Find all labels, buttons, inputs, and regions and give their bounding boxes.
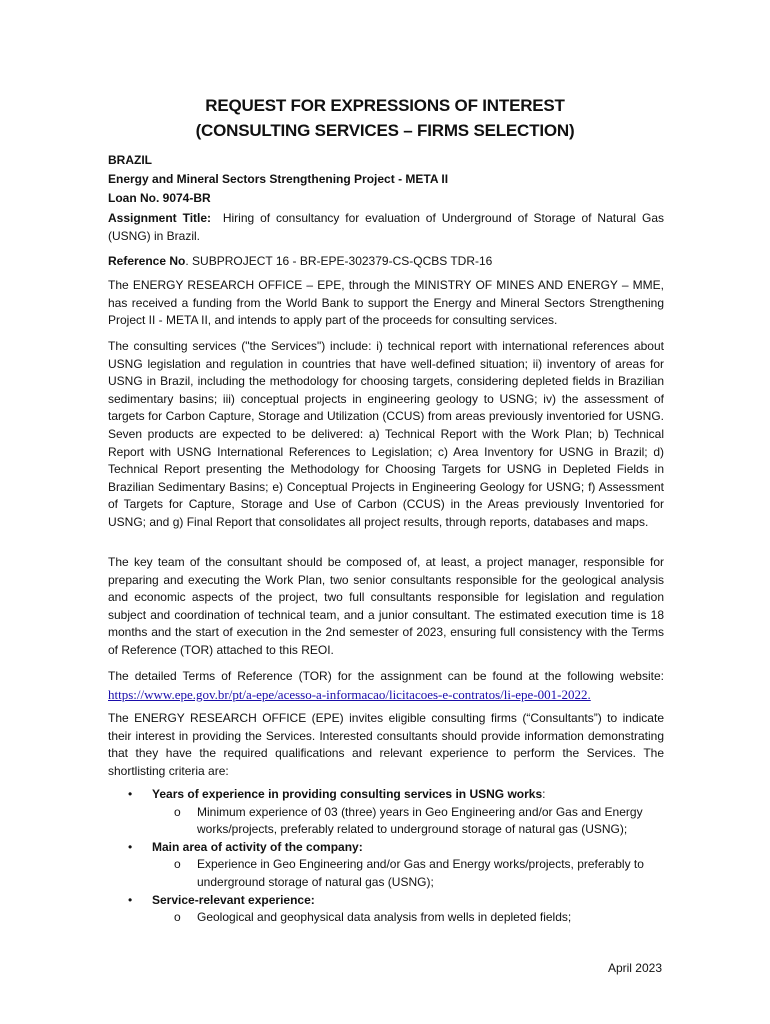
list-subitem: [108, 856, 664, 891]
list-item: [108, 786, 664, 804]
document-title-line2: (CONSULTING SERVICES – FIRMS SELECTION): [195, 121, 575, 140]
header-block: [108, 151, 448, 208]
assignment-text: Hiring of consultancy for evaluation of Underground of Storage of Natural Gas (USNG) in Brazil.: [108, 211, 664, 243]
footer-date: April 2023: [607, 961, 662, 975]
list-item: [108, 892, 664, 910]
paragraph-key-team: The key team of the consultant should be composed of, at least, a project manager, responsible for preparing and executing the Work Plan, two senior consultants responsible for the geological analysis and economic aspects of the project, two full consultants responsible for legislation and regulation subject and coordination of technical team, and a junior consultant. The estimated execution time is 18 months and the start of execution in the 2nd semester of 2023, ensuring full consistency with the Terms of Reference (TOR) attached to this REOI.: [108, 555, 664, 657]
paragraph-invitation: The ENERGY RESEARCH OFFICE (EPE) invites eligible consulting firms (“Consultants”) to indicate their interest in providing the Services. Interested consultants should provide information demonstrating that they have the required qualifications and relevant experience to perform the Services. The shortlisting criteria are:: [108, 711, 664, 778]
list-item: [108, 839, 664, 857]
tor-text: The detailed Terms of Reference (TOR) for the assignment can be found at the following website:: [108, 669, 664, 683]
criteria-list: [108, 786, 664, 927]
document-title-line1: REQUEST FOR EXPRESSIONS OF INTEREST: [205, 96, 565, 115]
bullet-icon: •: [128, 892, 133, 907]
assignment-title: [108, 210, 664, 245]
list-subitem: [108, 909, 664, 927]
reference-number: [108, 253, 664, 271]
paragraph-funding: The ENERGY RESEARCH OFFICE – EPE, through the MINISTRY OF MINES AND ENERGY – MME, has received a funding from the World Bank to support the Energy and Mineral Sectors Strengthening Project II - META II, and intends to apply part of the proceeds for consulting services.: [108, 278, 664, 328]
paragraph-tor: [108, 668, 664, 704]
project-name: Energy and Mineral Sectors Strengthening Project - META II: [108, 172, 449, 186]
criterion-detail: Geological and geophysical data analysis from wells in depleted fields;: [197, 910, 572, 925]
bullet-icon: •: [128, 787, 133, 801]
tor-link[interactable]: https://www.epe.gov.br/pt/a-epe/acesso-a-informacao/licitacoes-e-contratos/li-epe-001-2022.: [108, 686, 591, 702]
criterion-suffix: :: [542, 787, 546, 801]
reference-text: . SUBPROJECT 16 - BR-EPE-302379-CS-QCBS TDR-16: [185, 254, 493, 268]
sub-bullet-icon: o: [174, 857, 181, 872]
paragraph-services: The consulting services ("the Services") include: i) technical report with international references about USNG legislation and regulation in countries that have well-defined situation; ii) inventory of areas for USNG in Brazil, including the methodology for choosing targets, considering depleted fields in Brazilian sedimentary basins; iii) conceptual projects in engineering geology to USNG; iv) the assessment of targets for Carbon Capture, Storage and Utilization (CCUS) from areas previously inventoried for USNG. Seven products are expected to be delivered: a) Technical Report with the Work Plan; b) Technical Report with USNG International References to Legislation; c) Area Inventory for USNG in Brazil; d) Technical Report presenting the Methodology for Choosing Targets for USNG in Depleted Fields in Brazilian Sedimentary Basins; e) Conceptual Projects in Engineering Geology for USNG; f) Assessment of Targets for Capture, Storage and Use of Carbon (CCUS) in the Areas previously Inventoried for USNG; and g) Final Report that consolidates all project results, through reports, databases and maps.: [108, 339, 664, 529]
criterion-detail: Minimum experience of 03 (three) years in Geo Engineering and/or Gas and Energy works/projects, preferably related to underground storage of natural gas (USNG);: [197, 804, 643, 837]
reference-label: Reference No: [108, 254, 186, 268]
country: BRAZIL: [108, 153, 152, 167]
criterion-label: Years of experience in providing consulting services in USNG works: [152, 787, 543, 801]
bullet-icon: •: [128, 839, 133, 854]
criterion-label: Main area of activity of the company:: [152, 839, 363, 854]
assignment-label: Assignment Title:: [108, 211, 212, 225]
list-subitem: [108, 804, 664, 839]
criterion-detail: Experience in Geo Engineering and/or Gas and Energy works/projects, preferably to underground storage of natural gas (USNG);: [197, 857, 644, 889]
sub-bullet-icon: o: [174, 804, 181, 819]
sub-bullet-icon: o: [174, 910, 181, 925]
loan-number: Loan No. 9074-BR: [108, 191, 211, 205]
criterion-label: Service-relevant experience:: [152, 892, 315, 907]
